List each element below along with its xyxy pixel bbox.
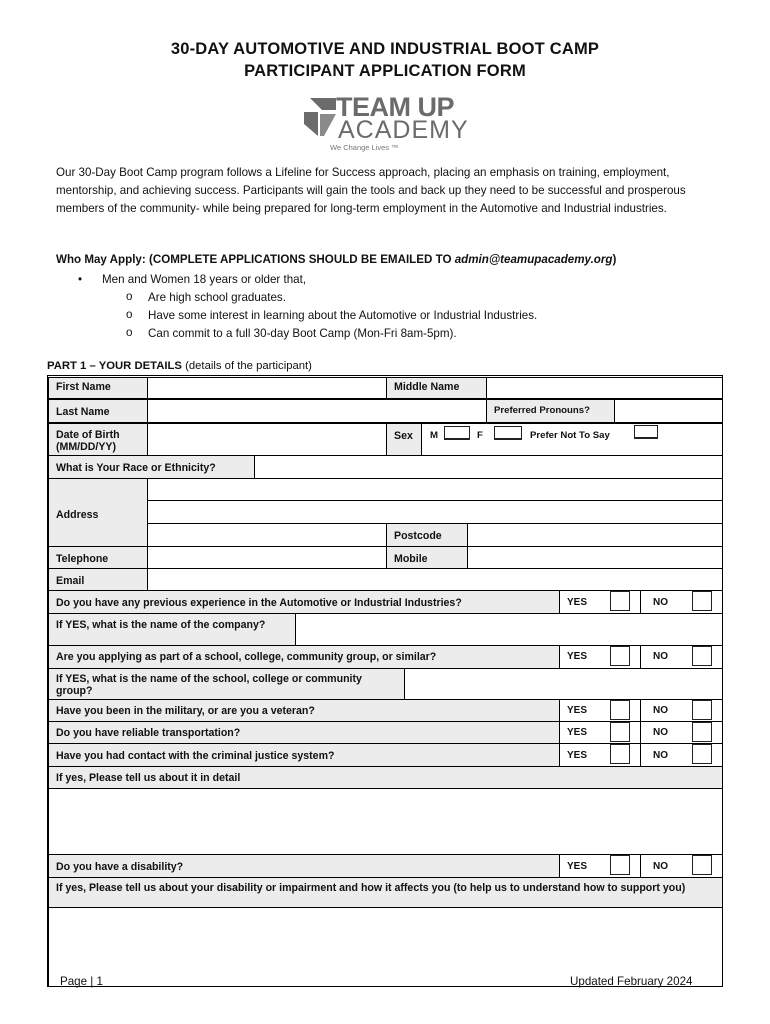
justice-detail-field[interactable] [48,788,723,855]
school-question: Are you applying as part of a school, college, community group, or similar? [48,645,560,669]
transport-yes-checkbox[interactable] [610,722,630,742]
transport-question: Do you have reliable transportation? [48,721,560,744]
experience-no-checkbox[interactable] [692,591,712,611]
sex-options [421,423,723,456]
transport-no-checkbox[interactable] [692,722,712,742]
company-label: If YES, what is the name of the company? [48,613,296,646]
disability-no-checkbox[interactable] [692,855,712,875]
disability-yes-checkbox[interactable] [610,855,630,875]
logo-tagline: We Change Lives ™ [330,143,399,152]
school-name-field[interactable] [404,668,723,700]
first-name-label: First Name [48,377,148,399]
dob-label: Date of Birth (MM/DD/YY) [48,423,148,456]
sex-m-label: M [430,430,438,441]
telephone-label: Telephone [48,546,148,569]
justice-question: Have you had contact with the criminal justice system? [48,743,560,767]
updated-date: Updated February 2024 [570,975,693,988]
address-line2-field[interactable] [147,500,723,524]
military-no-checkbox[interactable] [692,700,712,720]
email-label: Email [48,568,148,591]
middle-name-field[interactable] [486,377,723,399]
military-no-label: NO [653,705,668,716]
mobile-label: Mobile [386,546,468,569]
sub-bullet-glyph-2: o [126,308,133,321]
pronouns-label: Preferred Pronouns? [486,399,615,423]
race-label: What is Your Race or Ethnicity? [48,455,255,479]
logo-mark-icon [302,96,338,140]
sex-label: Sex [386,423,422,456]
disability-detail-label: If yes, Please tell us about your disability or impairment and how it affects you (to help us to understand how to support you) [48,877,723,908]
part1-title: PART 1 – YOUR DETAILS [47,360,182,372]
sub-bullet-2: Have some interest in learning about the Automotive or Industrial Industries. [148,309,538,322]
military-yes-checkbox[interactable] [610,700,630,720]
transport-yes-label: YES [567,727,588,738]
military-question: Have you been in the military, or are you a veteran? [48,699,560,722]
race-field[interactable] [254,455,723,479]
address-line3-field[interactable] [147,523,387,547]
mobile-field[interactable] [467,546,723,569]
pronouns-field[interactable] [614,399,723,423]
intro-paragraph: Our 30-Day Boot Camp program follows a Lifeline for Success approach, placing an emphasis on training, employment, mentorship, and achieving success. Participants will gain the tools and back up they need to be successful and prosperous members of the community- while being prepared for long-term employment in the Automotive and Industrial industries. [56,166,686,215]
justice-yes-checkbox[interactable] [610,744,630,764]
disability-question: Do you have a disability? [48,854,560,878]
sub-bullet-glyph-1: o [126,290,133,303]
disability-no-label: NO [653,861,668,872]
justice-no-checkbox[interactable] [692,744,712,764]
form-title-line2: PARTICIPANT APPLICATION FORM [244,62,526,80]
first-name-field[interactable] [147,377,387,399]
school-name-label: If YES, what is the name of the school, college or community group? [48,668,405,700]
experience-no-label: NO [653,597,668,608]
sub-bullet-glyph-3: o [126,326,133,339]
part1-heading [47,360,312,372]
who-may-apply [56,253,616,266]
transport-no-label: NO [653,727,668,738]
company-field[interactable] [295,613,723,646]
telephone-field[interactable] [147,546,387,569]
who-close: ) [612,253,617,266]
justice-detail-label: If yes, Please tell us about it in detail [48,766,723,789]
sex-f-label: F [477,430,483,441]
who-label: Who May Apply: (COMPLETE APPLICATIONS SHOULD BE EMAILED TO [56,253,455,266]
bullet-glyph: • [78,273,83,286]
address-label: Address [48,478,148,547]
school-no-label: NO [653,651,668,662]
sex-na-label: Prefer Not To Say [530,430,610,441]
experience-yes-label: YES [567,597,588,608]
experience-yes-checkbox[interactable] [610,591,630,611]
page-number: Page | 1 [60,975,103,988]
justice-yes-label: YES [567,750,588,761]
postcode-field[interactable] [467,523,723,547]
last-name-label: Last Name [48,399,148,423]
part1-note: (details of the participant) [181,360,312,372]
sex-m-box[interactable] [444,426,470,440]
military-yes-label: YES [567,705,588,716]
experience-question: Do you have any previous experience in the Automotive or Industrial Industries? [48,590,560,614]
bullet-main: Men and Women 18 years or older that, [102,273,307,286]
form-title-line1: 30-DAY AUTOMOTIVE AND INDUSTRIAL BOOT CAMP [170,40,600,58]
team-up-academy-logo [298,92,468,154]
address-line1-field[interactable] [147,478,723,501]
email-field[interactable] [147,568,723,591]
logo-text-academy: ACADEMY [338,116,469,144]
apply-email-link[interactable]: admin@teamupacademy.org [454,253,613,266]
postcode-label: Postcode [386,523,468,547]
middle-name-label: Middle Name [386,377,487,399]
last-name-field[interactable] [147,399,487,423]
dob-field[interactable] [147,423,387,456]
sub-bullet-1: Are high school graduates. [148,291,286,304]
sub-bullet-3: Can commit to a full 30-day Boot Camp (Mon-Fri 8am-5pm). [148,327,457,340]
school-yes-checkbox[interactable] [610,646,630,666]
school-no-checkbox[interactable] [692,646,712,666]
school-yes-label: YES [567,651,588,662]
sex-na-box[interactable] [634,425,658,439]
justice-no-label: NO [653,750,668,761]
sex-f-box[interactable] [494,426,522,440]
logo-text-team-up: TEAM UP [336,92,454,122]
disability-yes-label: YES [567,861,588,872]
